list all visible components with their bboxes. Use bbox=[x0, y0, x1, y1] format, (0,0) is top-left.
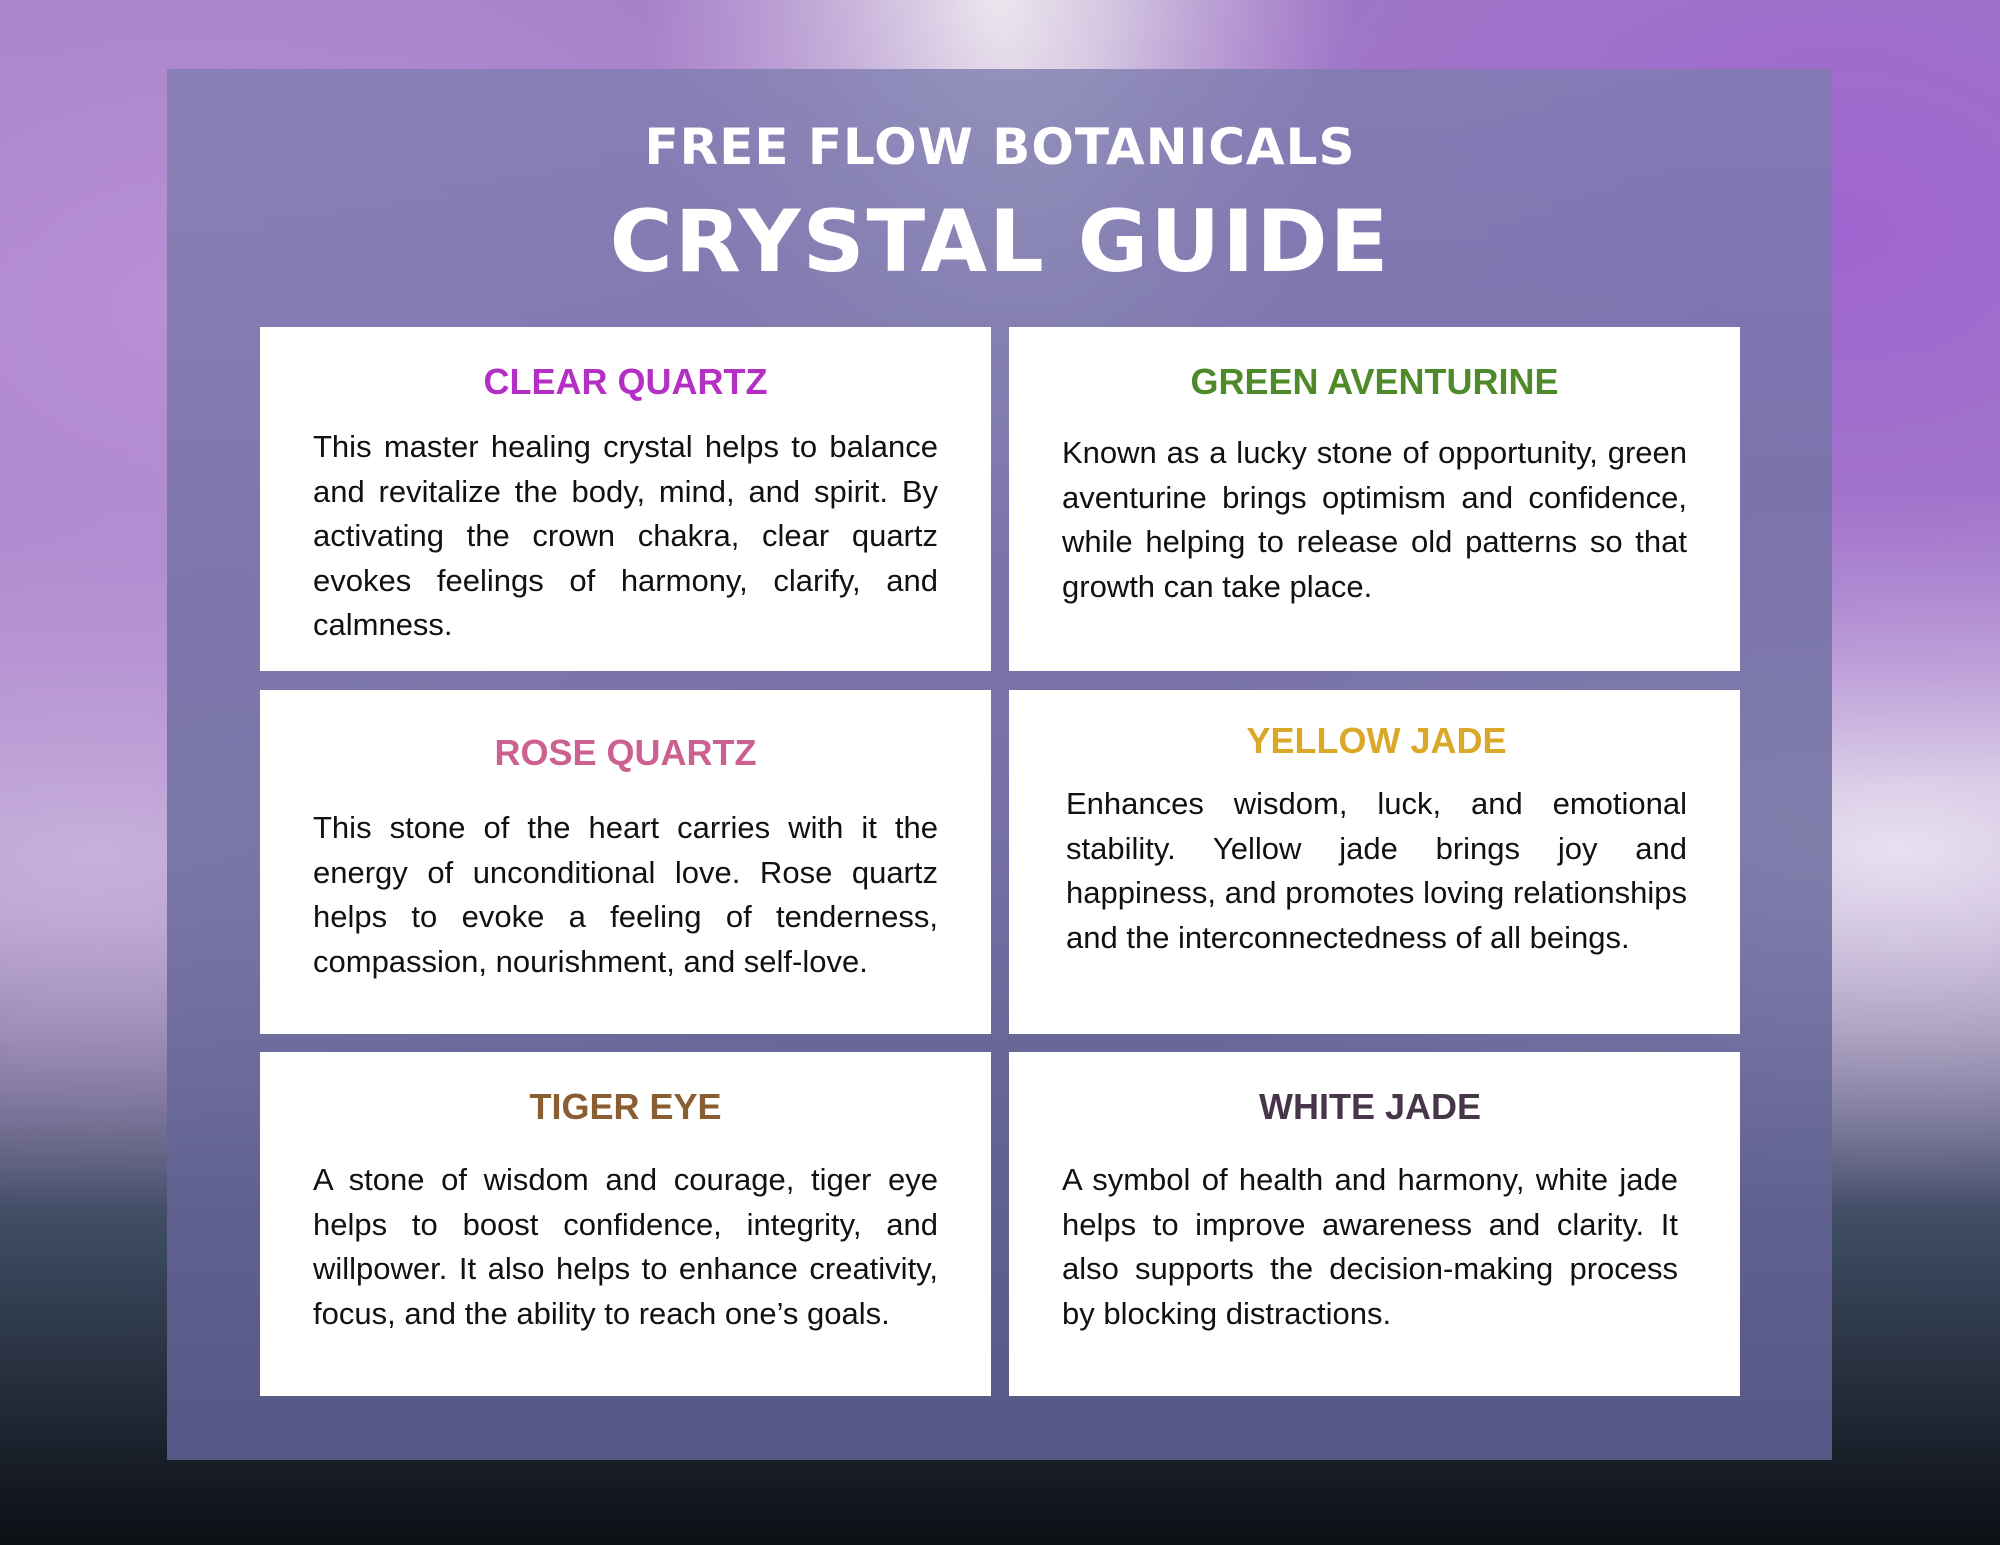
crystal-name: TIGER EYE bbox=[529, 1086, 722, 1127]
crystal-description: Enhances wisdom, luck, and emotional stability. Yellow jade brings joy and happiness, and promotes loving relationships and the interconnectedness of all beings. bbox=[1066, 786, 1687, 955]
crystal-card-rose-quartz bbox=[260, 690, 991, 1034]
brand-name: FREE FLOW BOTANICALS bbox=[644, 118, 1356, 176]
crystal-description: This stone of the heart carries with it the energy of unconditional love. Rose quartz helps to evoke a feeling of tenderness, compassion, nourishment, and self-love. bbox=[313, 810, 938, 979]
crystal-card-yellow-jade bbox=[1009, 690, 1740, 1034]
crystal-card-green-aventurine bbox=[1009, 327, 1740, 671]
crystal-description: A stone of wisdom and courage, tiger eye helps to boost confidence, integrity, and willpower. It also helps to enhance creativity, focus, and the ability to reach one’s goals. bbox=[313, 1162, 938, 1331]
crystal-name: GREEN AVENTURINE bbox=[1190, 361, 1559, 402]
crystal-card-clear-quartz bbox=[260, 327, 991, 671]
crystal-card-tiger-eye bbox=[260, 1052, 991, 1396]
crystal-card-white-jade bbox=[1009, 1052, 1740, 1396]
crystal-name: CLEAR QUARTZ bbox=[483, 361, 768, 402]
crystal-name: ROSE QUARTZ bbox=[494, 732, 757, 773]
crystal-description: A symbol of health and harmony, white jade helps to improve awareness and clarity. It also supports the decision-making process by blocking distractions. bbox=[1062, 1162, 1678, 1331]
crystal-description: Known as a lucky stone of opportunity, green aventurine brings optimism and confidence, while helping to release old patterns so that growth can take place. bbox=[1062, 435, 1687, 604]
page-title: CRYSTAL GUIDE bbox=[609, 192, 1391, 292]
crystal-description: This master healing crystal helps to balance and revitalize the body, mind, and spirit. By activating the crown chakra, clear quartz evokes feelings of harmony, clarify, and calmness. bbox=[313, 429, 938, 643]
crystal-name: YELLOW JADE bbox=[1246, 720, 1507, 761]
crystal-name: WHITE JADE bbox=[1258, 1086, 1481, 1127]
